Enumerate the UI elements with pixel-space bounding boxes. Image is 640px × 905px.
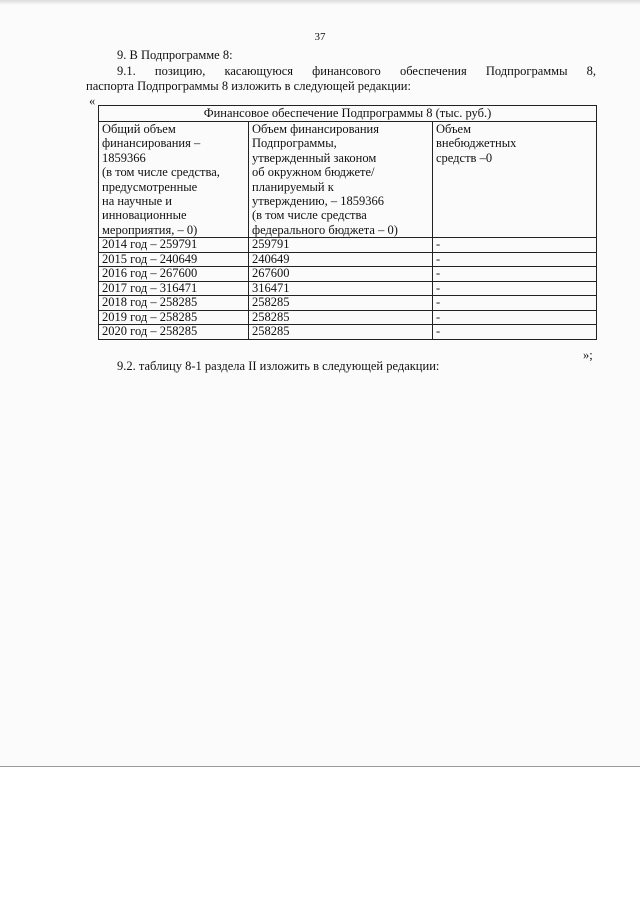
header-line: финансирования – <box>102 136 201 151</box>
header-line: средств –0 <box>436 150 493 165</box>
table-cell: 259791 <box>249 238 433 253</box>
table-row <box>99 325 597 340</box>
table-cell: 2017 год – 316471 <box>99 281 249 296</box>
header-line: Общий объем <box>102 122 176 136</box>
table-cell: 267600 <box>249 267 433 282</box>
table-header-cell <box>433 122 597 238</box>
table-row <box>99 310 597 325</box>
scan-edge <box>0 0 640 5</box>
header-line: предусмотренные <box>102 179 198 194</box>
table-cell: 258285 <box>249 296 433 311</box>
table-cell: 2019 год – 258285 <box>99 310 249 325</box>
table-header-cell <box>249 122 433 238</box>
header-line: утвержденный законом <box>252 150 377 165</box>
table-cell: - <box>433 267 597 282</box>
table-cell: - <box>433 296 597 311</box>
paragraph-9-2: 9.2. таблицу 8-1 раздела II изложить в следующей редакции: <box>117 359 440 373</box>
table-cell: 2020 год – 258285 <box>99 325 249 340</box>
close-quote: »; <box>583 348 593 362</box>
table-cell: - <box>433 281 597 296</box>
header-line: 1859366 <box>102 150 146 165</box>
table-cell: - <box>433 310 597 325</box>
blank-area <box>0 767 640 905</box>
header-line: мероприятия, – 0) <box>102 222 198 237</box>
header-line: на научные и <box>102 194 172 209</box>
paragraph-9-1-line2: паспорта Подпрограммы 8 изложить в следующей редакции: <box>86 79 411 93</box>
table-row <box>99 296 597 311</box>
table-cell: - <box>433 238 597 253</box>
table-title: Финансовое обеспечение Подпрограммы 8 (тыс. руб.) <box>99 106 597 122</box>
header-line: внебюджетных <box>436 136 517 151</box>
header-line: (в том числе средства, <box>102 165 220 180</box>
table-cell: 2018 год – 258285 <box>99 296 249 311</box>
header-line: планируемый к <box>252 179 334 194</box>
section-heading: 9. В Подпрограмме 8: <box>117 48 233 62</box>
table-header-row <box>99 122 597 238</box>
table-cell: - <box>433 252 597 267</box>
table-cell: 258285 <box>249 310 433 325</box>
header-line: Объем финансирования <box>252 122 379 136</box>
table-cell: 240649 <box>249 252 433 267</box>
header-line: федерального бюджета – 0) <box>252 222 398 237</box>
page-number: 37 <box>314 31 326 43</box>
header-line: утверждению, – 1859366 <box>252 194 384 209</box>
open-quote: « <box>89 94 96 108</box>
table-cell: 2015 год – 240649 <box>99 252 249 267</box>
header-line: об окружном бюджете/ <box>252 165 375 180</box>
table-header-cell <box>99 122 249 238</box>
header-line: (в том числе средства <box>252 208 367 223</box>
paragraph-9-1-line1: 9.1. позицию, касающуюся финансового обеспечения Подпрограммы 8, <box>117 64 596 78</box>
header-line: Подпрограммы, <box>252 136 337 151</box>
table-cell: 2014 год – 259791 <box>99 238 249 253</box>
table-row <box>99 238 597 253</box>
table-cell: 316471 <box>249 281 433 296</box>
header-line: Объем <box>436 122 471 136</box>
table-row <box>99 267 597 282</box>
table-cell: 258285 <box>249 325 433 340</box>
table-title-row <box>99 106 597 122</box>
header-line: инновационные <box>102 208 187 223</box>
table-cell: - <box>433 325 597 340</box>
financing-table <box>98 105 597 340</box>
table-row <box>99 281 597 296</box>
table-row <box>99 252 597 267</box>
table-cell: 2016 год – 267600 <box>99 267 249 282</box>
